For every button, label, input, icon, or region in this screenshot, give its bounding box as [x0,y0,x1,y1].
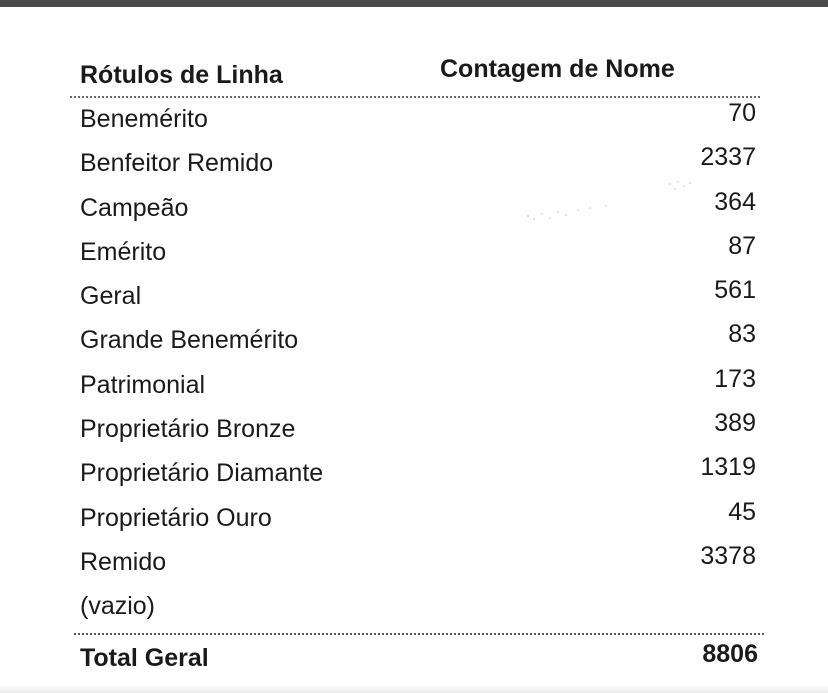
row-label: Patrimonial [80,370,206,399]
table-row [78,409,760,453]
table-row [78,453,760,497]
row-count: 45 [728,497,756,526]
row-label: Campeão [80,193,189,222]
row-label: (vazio) [80,592,156,621]
row-label: Benemérito [80,105,208,133]
row-label: Geral [80,282,142,311]
row-count: 561 [714,276,756,305]
table-row [78,498,760,542]
row-count: 87 [728,231,756,260]
top-edge-bar [0,0,828,7]
table-row [78,365,760,409]
total-value: 8806 [702,639,758,668]
total-row [78,635,760,675]
row-count: 1319 [700,453,756,482]
row-count: 364 [714,187,756,216]
row-label: Proprietário Diamante [80,459,324,488]
row-label: Proprietário Bronze [80,415,296,444]
row-count: 173 [714,364,756,393]
row-label: Benfeitor Remido [80,149,274,178]
row-count: 70 [728,99,756,127]
row-labels-header: Rótulos de Linha [80,61,283,89]
row-count: 2337 [700,143,756,172]
row-label: Grande Benemérito [80,326,299,355]
row-count: 83 [728,320,756,349]
table-row [78,542,760,586]
row-count: 389 [714,409,756,438]
pivot-rows [78,98,760,631]
bottom-edge-shade [0,685,828,693]
total-label: Total Geral [80,643,209,672]
table-row [78,99,760,143]
pivot-table [78,50,760,675]
table-row [78,586,760,630]
table-row [78,143,760,187]
row-label: Proprietário Ouro [80,503,272,532]
row-count: 3378 [700,541,756,570]
row-label: Remido [80,547,167,576]
table-row [78,232,760,276]
table-row [78,276,760,320]
table-row [78,188,760,232]
table-row [78,320,760,364]
row-label: Emérito [80,237,167,266]
pivot-header-row [78,50,760,96]
count-of-name-header: Contagem de Nome [440,55,675,83]
